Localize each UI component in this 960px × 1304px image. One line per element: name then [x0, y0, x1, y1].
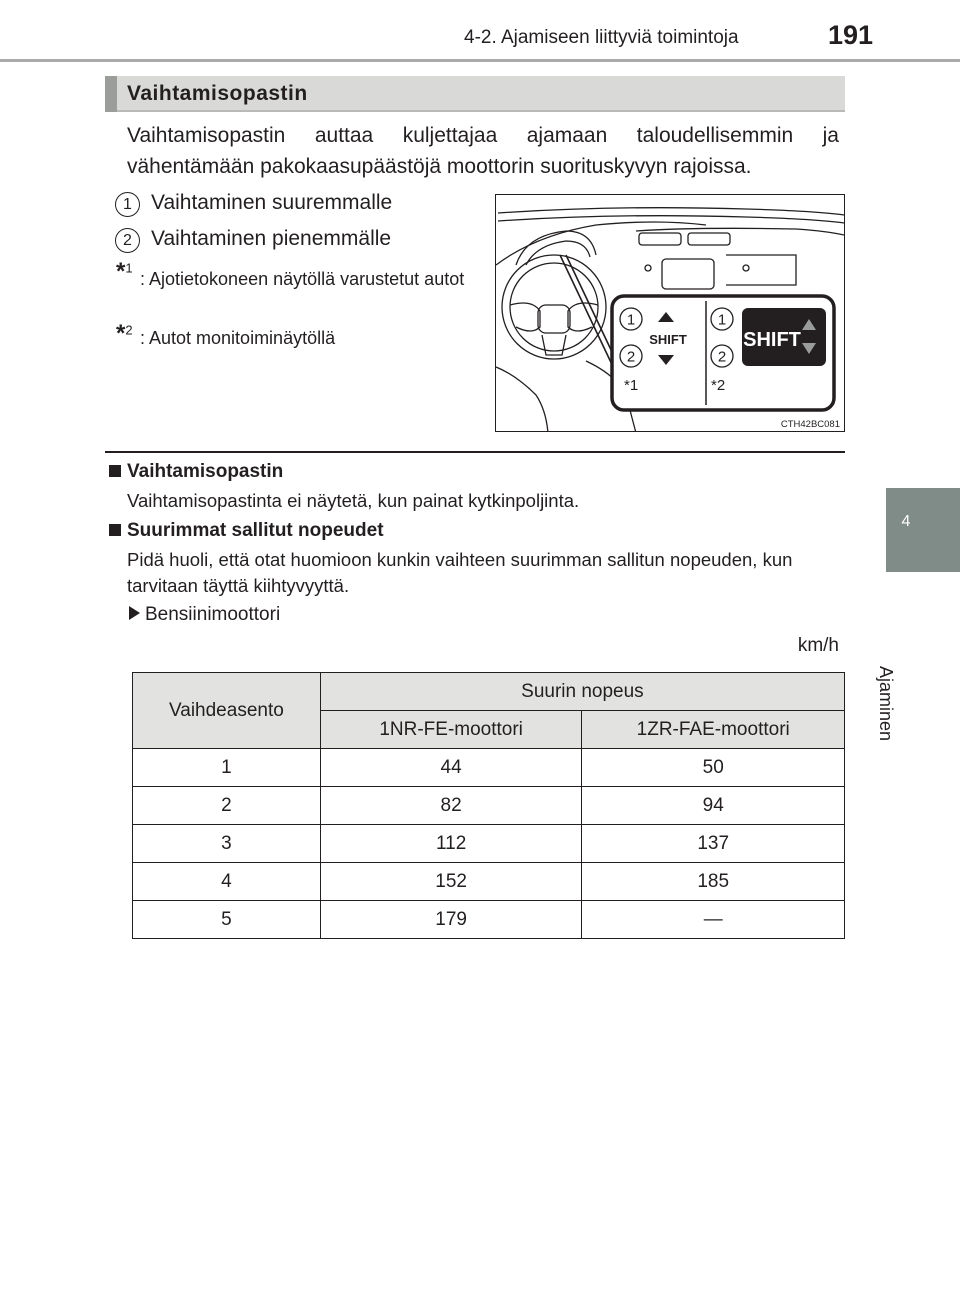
list-item-label: Vaihtaminen suuremmalle: [151, 191, 393, 214]
list-item-label: Vaihtaminen pienemmälle: [151, 227, 392, 250]
list-item: [115, 227, 475, 255]
callout-number: 2: [115, 228, 140, 253]
table-row: [133, 749, 845, 787]
callout-number: 1: [717, 311, 727, 329]
table-cell: 2: [133, 787, 321, 825]
table-cell: 179: [320, 901, 582, 939]
square-bullet-icon: [109, 465, 121, 477]
section-divider: [105, 451, 845, 453]
table-cell: 112: [320, 825, 582, 863]
header-rule: [0, 59, 960, 62]
variant-mark: *2: [711, 377, 726, 394]
chapter-number: 4: [901, 513, 911, 530]
engine-type: [128, 604, 280, 626]
table-cell: 185: [582, 863, 845, 901]
section-title-accent: [105, 76, 117, 112]
table-cell: —: [582, 901, 845, 939]
table-cell: 1: [133, 749, 321, 787]
table-row: [133, 825, 845, 863]
footnote-mark: *: [116, 258, 126, 285]
max-speed-table: [132, 672, 845, 939]
callout-number: 2: [717, 348, 727, 366]
table-cell: 5: [133, 901, 321, 939]
table-header-engine2: 1ZR-FAE-moottori: [582, 711, 845, 749]
page-number: 191: [828, 20, 874, 50]
square-bullet-icon: [109, 524, 121, 536]
footnote-text: : Ajotietokoneen näytöllä varustetut autot: [140, 269, 465, 289]
table-cell: 4: [133, 863, 321, 901]
chapter-label-text: Ajaminen: [876, 666, 896, 742]
table-cell: 152: [320, 863, 582, 901]
table-cell: 82: [320, 787, 582, 825]
callout-number: 1: [115, 192, 140, 217]
unit-label: km/h: [797, 635, 839, 656]
dashboard-drawing: [496, 195, 845, 432]
subsection-text: Pidä huoli, että otat huomioon kunkin vaihteen suurimman sallitun nopeuden, kun tarvitaan täyttä kiihtyvyyttä.: [127, 549, 793, 596]
subsection-heading: [109, 520, 384, 542]
section-title: Vaihtamisopastin: [127, 82, 308, 105]
footnote-sup: 1: [125, 260, 133, 276]
triangle-bullet-icon: [128, 605, 141, 621]
engine-type-text: Bensiinimoottori: [145, 604, 281, 625]
callout-number: 2: [626, 348, 636, 366]
running-header: 4-2. Ajamiseen liittyviä toimintoja: [464, 27, 739, 48]
variant-mark: *1: [624, 377, 639, 394]
table-header-max-speed: Suurin nopeus: [320, 673, 844, 711]
list-item: [115, 191, 475, 219]
footnote-text: : Autot monitoiminäytöllä: [140, 328, 336, 348]
callout-number: 1: [626, 311, 636, 329]
chapter-label: [876, 580, 932, 742]
table-cell: 44: [320, 749, 582, 787]
table-row: [133, 901, 845, 939]
subsection-text: Vaihtamisopastinta ei näytetä, kun painat kytkinpoljinta.: [127, 490, 580, 511]
intro-paragraph: Vaihtamisopastin auttaa kuljettajaa ajamaan taloudellisemmin ja vähentämään pakokaasupäästöjä moottorin suorituskyvyn rajoissa.: [127, 124, 839, 178]
subsection-heading-text: Vaihtamisopastin: [127, 461, 284, 482]
multi-display-shift-label: SHIFT: [743, 329, 801, 351]
figure-code: CTH42BC081: [780, 419, 840, 430]
table-row: [133, 787, 845, 825]
table-header-engine1: 1NR-FE-moottori: [320, 711, 582, 749]
dashboard-illustration: [495, 194, 845, 432]
footnote-mark: *: [116, 320, 126, 347]
footnote-sup: 2: [125, 322, 133, 338]
table-cell: 137: [582, 825, 845, 863]
subsection-heading: [109, 461, 283, 483]
shift-indicator-label: SHIFT: [649, 332, 687, 347]
table-header-gear: Vaihdeasento: [133, 673, 321, 749]
subsection-heading-text: Suurimmat sallitut nopeudet: [127, 520, 384, 541]
table-cell: 50: [582, 749, 845, 787]
table-row: [133, 863, 845, 901]
table-cell: 3: [133, 825, 321, 863]
table-cell: 94: [582, 787, 845, 825]
